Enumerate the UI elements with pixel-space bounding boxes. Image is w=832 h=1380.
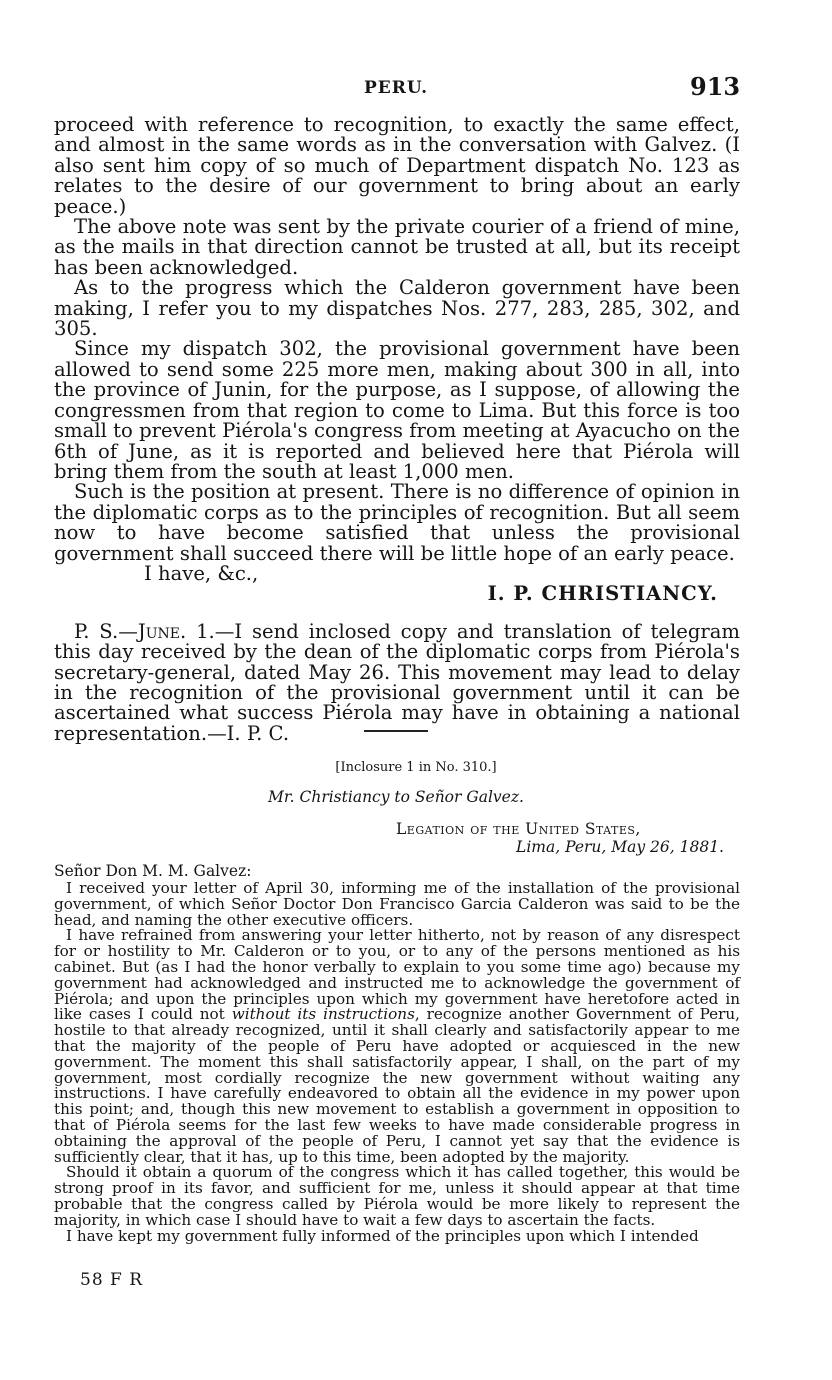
page-header xyxy=(0,70,832,100)
inclosure-body xyxy=(54,881,740,1244)
dateline: Lima, Peru, May 26, 1881. xyxy=(516,838,724,856)
inclosure-title: Mr. Christiancy to Señor Galvez. xyxy=(268,788,524,806)
postscript-text: I send inclosed copy and translation of telegram this day received by the dean of the diplomatic corps from Piérola's secretary-general, dated May 26. This movement may lead to delay in the recognition of the provisional government until it can be ascertained what success Piérola may have in obtaining a national representation.—I. P. C. xyxy=(54,619,740,745)
inclosure-emphasis: without its instructions xyxy=(231,1005,415,1024)
legation-heading: Legation of the United States, xyxy=(396,820,641,838)
page-number: 913 xyxy=(690,72,741,101)
letter-paragraph: Since my dispatch 302, the provisional government have been allowed to send some 225 more men, making about 300 in all, into the province of Junin, for the purpose, as I suppose, of allowing the congressmen from that region to come to Lima. But this force is too small to prevent Piérola's congress from meeting at Ayacucho on the 6th of June, as it is reported and believed here that Piérola will bring them from the south at least 1,000 men. xyxy=(54,337,740,483)
salutation: Señor Don M. M. Galvez: xyxy=(54,862,252,880)
inclosure-paragraph: Should it obtain a quorum of the congress which it has called together, this would be strong proof in its favor, and sufficient for me, unless it should appear at that time probable that the congress called by Piérola would be more likely to represent the majority, in which case I should have to wait a few days to ascertain the facts. xyxy=(54,1163,740,1229)
letter-body xyxy=(54,115,740,744)
inclosure-label: [Inclosure 1 in No. 310.] xyxy=(335,760,497,775)
section-divider xyxy=(364,730,428,732)
letter-paragraph: As to the progress which the Calderon government have been making, I refer you to my dispatches Nos. 277, 283, 285, 302, and 305. xyxy=(54,276,740,341)
inclosure-text: I have refrained from answering your letter hitherto, not by reason of any disrespect for or hostility to Mr. Calderon or to you, or to any of the persons mentioned as his cabinet. But (as I had the honor verbally to explain to you some time ago) because my government had acknowledged and instructed me to acknowledge the government of Piérola; and upon the principles upon which my government have heretofore acted in like cases I could not xyxy=(54,926,740,1024)
running-head: PERU. xyxy=(363,78,429,98)
letter-closing: I have, &c., xyxy=(144,561,259,585)
signature-mark: 58 F R xyxy=(80,1270,144,1290)
letter-paragraph: The above note was sent by the private courier of a friend of mine, as the mails in that direction cannot be trusted at all, but its receipt has been acknowledged. xyxy=(54,215,740,279)
inclosure-paragraph xyxy=(54,928,740,1165)
letter-paragraph: proceed with reference to recognition, to exactly the same effect, and almost in the same words as in the conversation with Galvez. (I also sent him copy of so much of Department dispatch No. 123 as relates to the desire of our government to bring about an early peace.) xyxy=(54,113,740,218)
inclosure-paragraph: I received your letter of April 30, informing me of the installation of the provisional government, of which Señor Doctor Don Francisco Garcia Calderon was said to be the head, and naming the other executive officers. xyxy=(54,879,740,929)
inclosure-text: , recognize another Government of Peru, hostile to that already recognized, until it shall clearly and satisfactorily appear to me that the majority of the people of Peru have adopted or acquiesced in the new government. The moment this shall satisfactorily appear, I shall, on the part of my government, most cordially recognize the new government without waiting any instructions. I have carefully endeavored to obtain all the evidence in my power upon this point; and, though this new movement to establish a government in opposition to that of Piérola seems for the last few weeks to have made considerable progress in obtaining the approval of the people of Peru, I cannot yet say that the evidence is sufficiently clear, that it has, up to this time, been adopted by the majority. xyxy=(54,1005,740,1166)
letter-signature: I. P. CHRISTIANCY. xyxy=(487,582,718,606)
letter-paragraph: Such is the position at present. There is no difference of opinion in the diplomatic corps as to the principles of recognition. But all seem now to have become satisfied that unless the provisional government shall succeed there will be little hope of an early peace. xyxy=(54,480,740,565)
inclosure-paragraph: I have kept my government fully informed of the principles upon which I intended xyxy=(66,1226,699,1245)
postscript-label: P. S.—June. 1.— xyxy=(74,619,235,643)
postscript xyxy=(54,619,740,745)
